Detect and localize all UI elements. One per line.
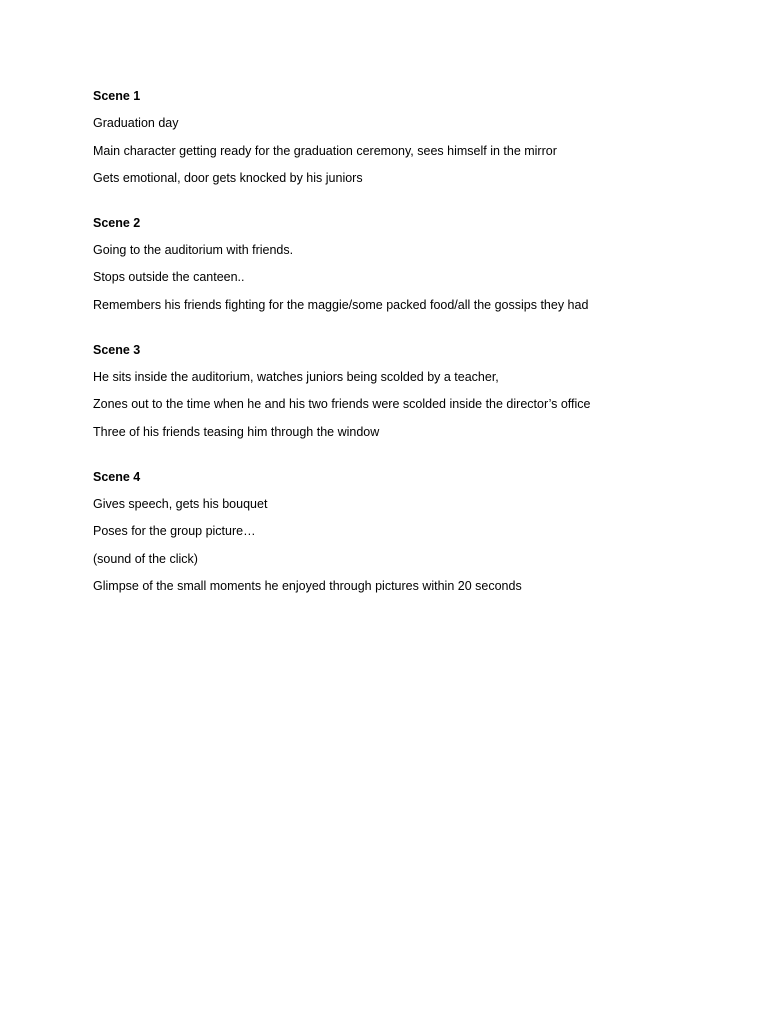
scene-line: Remembers his friends fighting for the maggie/some packed food/all the gossips they had	[93, 297, 589, 312]
scene-2-section	[93, 214, 713, 314]
scene-line: Poses for the group picture…	[93, 524, 256, 539]
scene-1-section	[93, 87, 713, 187]
scene-line: Stops outside the canteen..	[93, 270, 245, 285]
scene-line: Glimpse of the small moments he enjoyed through pictures within 20 seconds	[93, 578, 522, 593]
scene-4-section	[93, 468, 713, 595]
scene-line: Three of his friends teasing him through the window	[93, 424, 380, 439]
scene-heading: Scene 2	[93, 215, 141, 230]
scene-heading: Scene 1	[93, 89, 141, 103]
scene-line: Zones out to the time when he and his two friends were scolded inside the director’s office	[93, 397, 591, 412]
scene-line: Going to the auditorium with friends.	[93, 243, 294, 258]
scene-line: Graduation day	[93, 116, 179, 131]
scene-3-section	[93, 341, 713, 441]
scene-line: Main character getting ready for the graduation ceremony, sees himself in the mirror	[93, 143, 557, 158]
scene-line: He sits inside the auditorium, watches juniors being scolded by a teacher,	[93, 370, 499, 385]
scene-line: Gives speech, gets his bouquet	[93, 496, 268, 511]
scene-line: (sound of the click)	[93, 551, 198, 566]
scene-heading: Scene 3	[93, 342, 141, 357]
scene-heading: Scene 4	[93, 469, 141, 484]
scene-line: Gets emotional, door gets knocked by his juniors	[93, 170, 363, 185]
document-body	[93, 87, 713, 604]
